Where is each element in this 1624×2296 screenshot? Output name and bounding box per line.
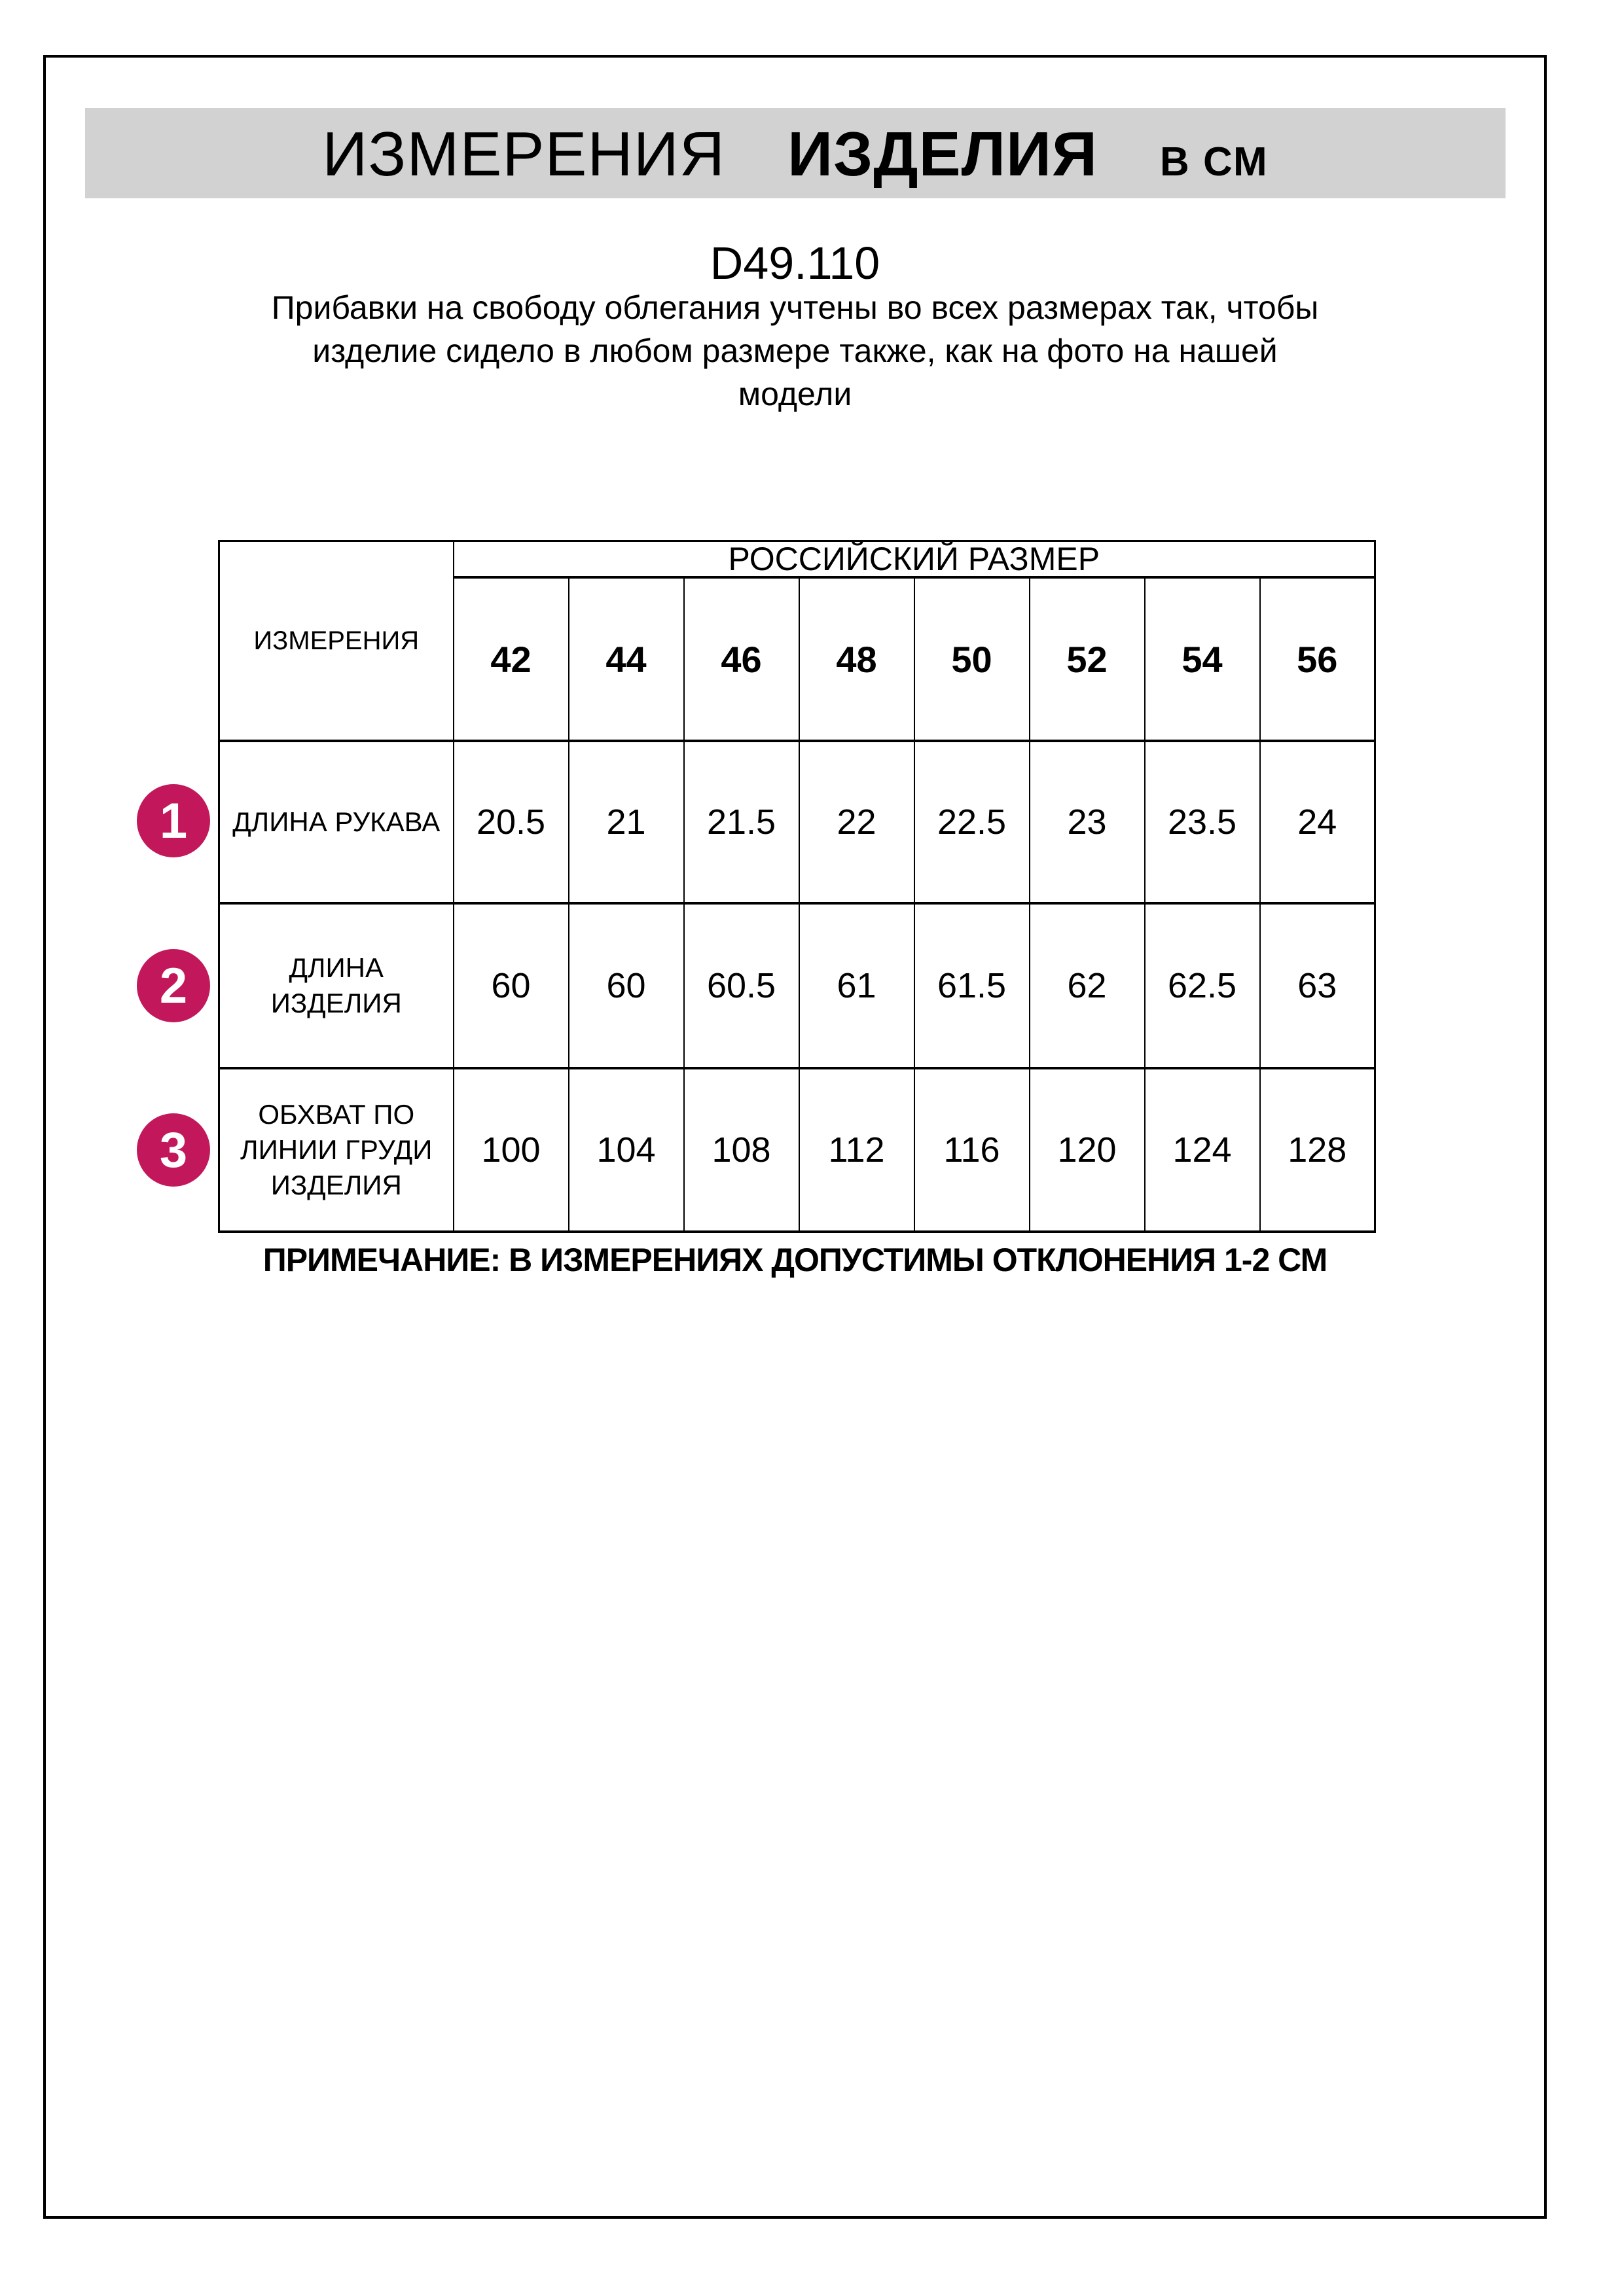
measurement-value: 124 <box>1145 1068 1260 1232</box>
size-header: 56 <box>1260 577 1375 741</box>
page-title-product: ИЗДЕЛИЯ <box>787 119 1098 189</box>
row-number-badge-3: 3 <box>137 1113 210 1187</box>
measurement-value: 60 <box>569 903 684 1068</box>
product-code: D49.110 <box>710 238 880 289</box>
size-header: 48 <box>799 577 914 741</box>
measurement-value: 61 <box>799 903 914 1068</box>
measurement-value: 61.5 <box>914 903 1030 1068</box>
measurement-value: 128 <box>1260 1068 1375 1232</box>
fit-description-line: Прибавки на свободу облегания учтены во всех размерах так, чтобы <box>271 289 1319 326</box>
measurement-value: 112 <box>799 1068 914 1232</box>
measurement-value: 21.5 <box>684 741 799 903</box>
measurement-value: 20.5 <box>454 741 569 903</box>
russian-size-group-header: РОССИЙСКИЙ РАЗМЕР <box>454 541 1375 578</box>
measurement-value: 23.5 <box>1145 741 1260 903</box>
table-row <box>219 741 1375 903</box>
measurement-value: 23 <box>1030 741 1145 903</box>
measurement-label: ОБХВАТ ПО ЛИНИИ ГРУДИ ИЗДЕЛИЯ <box>219 1068 454 1232</box>
measurement-label: ДЛИНА РУКАВА <box>219 741 454 903</box>
measurement-value: 104 <box>569 1068 684 1232</box>
size-header: 50 <box>914 577 1030 741</box>
measurement-value: 60 <box>454 903 569 1068</box>
measurement-value: 108 <box>684 1068 799 1232</box>
size-header: 54 <box>1145 577 1260 741</box>
measurement-value: 21 <box>569 741 684 903</box>
measurement-value: 62 <box>1030 903 1145 1068</box>
measurement-value: 22.5 <box>914 741 1030 903</box>
size-measurements-table <box>218 540 1376 1233</box>
measurement-value: 62.5 <box>1145 903 1260 1068</box>
measurement-value: 120 <box>1030 1068 1145 1232</box>
fit-description <box>43 286 1547 416</box>
measurement-value: 63 <box>1260 903 1375 1068</box>
row-number-badge-2: 2 <box>137 949 210 1022</box>
fit-description-line: изделие сидело в любом размере также, как на фото на нашей <box>312 332 1278 369</box>
units-label: В СМ <box>1160 139 1269 185</box>
measurement-label: ДЛИНА ИЗДЕЛИЯ <box>219 903 454 1068</box>
table-row <box>219 1068 1375 1232</box>
title-band <box>85 108 1506 198</box>
measurement-value: 22 <box>799 741 914 903</box>
size-header: 46 <box>684 577 799 741</box>
measurement-value: 116 <box>914 1068 1030 1232</box>
measurement-value: 60.5 <box>684 903 799 1068</box>
size-header: 52 <box>1030 577 1145 741</box>
measurements-column-header: ИЗМЕРЕНИЯ <box>219 541 454 742</box>
table-row <box>219 541 1375 578</box>
tolerance-note: ПРИМЕЧАНИЕ: В ИЗМЕРЕНИЯХ ДОПУСТИМЫ ОТКЛОНЕНИЯ 1-2 СМ <box>262 1242 1327 1278</box>
size-header: 42 <box>454 577 569 741</box>
size-header: 44 <box>569 577 684 741</box>
measurement-value: 24 <box>1260 741 1375 903</box>
fit-description-line: модели <box>738 376 852 412</box>
page-title-measurements: ИЗМЕРЕНИЯ <box>322 119 726 189</box>
measurement-value: 100 <box>454 1068 569 1232</box>
table-row <box>219 903 1375 1068</box>
row-number-badge-1: 1 <box>137 784 210 857</box>
